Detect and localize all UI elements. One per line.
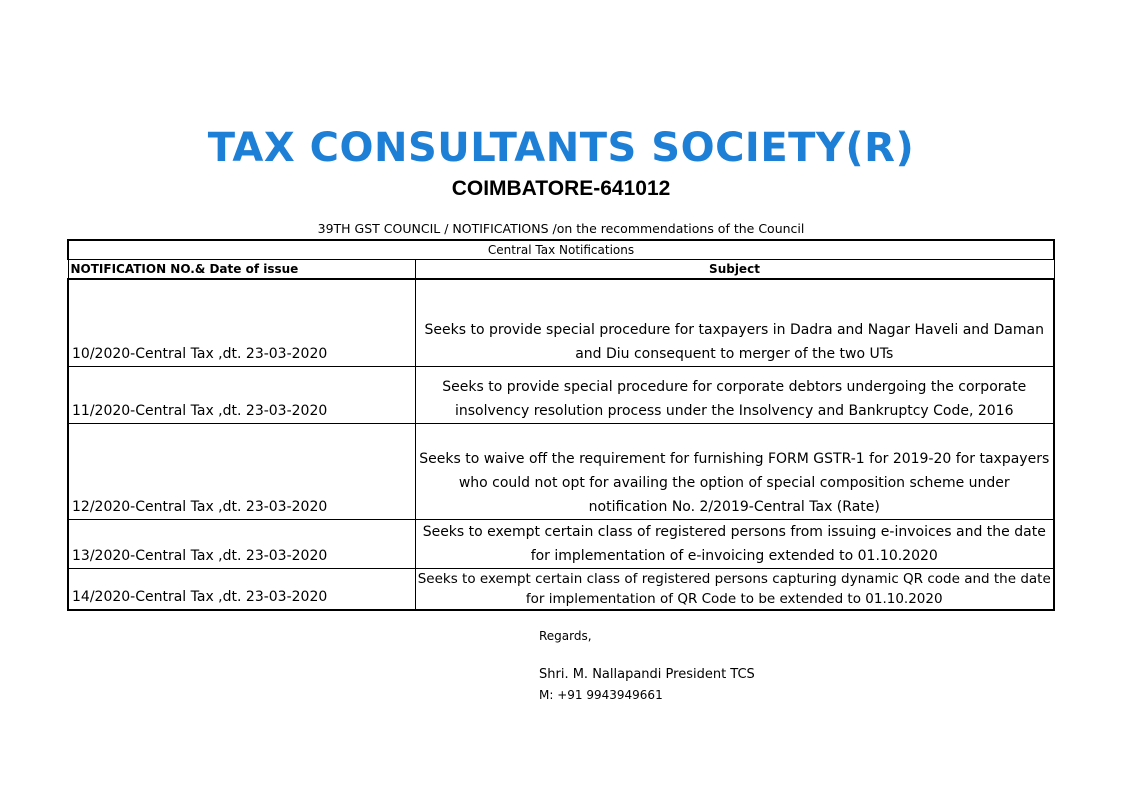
- notification-subject: Seeks to exempt certain class of registered persons capturing dynamic QR code and the date for implementation of QR Code to be extended to 01.10.2020: [415, 568, 1054, 610]
- notification-subject: Seeks to waive off the requirement for furnishing FORM GSTR-1 for 2019-20 for taxpayers who could not opt for availing the option of special composition scheme under notification No. 2/2019-Central Tax (Rate): [415, 423, 1054, 519]
- notification-subject: Seeks to provide special procedure for corporate debtors undergoing the corporate insolvency resolution process under the Insolvency and Bankruptcy Code, 2016: [415, 366, 1054, 423]
- notification-number: 14/2020-Central Tax ,dt. 23-03-2020: [68, 568, 415, 610]
- signer-name: Shri. M. Nallapandi President TCS: [539, 667, 755, 682]
- table-row: [68, 279, 1054, 366]
- column-header-subject: Subject: [415, 260, 1054, 280]
- notification-number: 10/2020-Central Tax ,dt. 23-03-2020: [68, 279, 415, 366]
- column-header-row: [68, 260, 1054, 280]
- section-header-row: [68, 240, 1054, 260]
- table-row: [68, 423, 1054, 519]
- notification-number: 12/2020-Central Tax ,dt. 23-03-2020: [68, 423, 415, 519]
- document-caption: 39TH GST COUNCIL / NOTIFICATIONS /on the recommendations of the Council: [317, 221, 805, 236]
- notification-subject: Seeks to provide special procedure for taxpayers in Dadra and Nagar Haveli and Daman and Diu consequent to merger of the two UTs: [415, 279, 1054, 366]
- signer-phone: M: +91 9943949661: [539, 688, 663, 702]
- column-header-notification: NOTIFICATION NO.& Date of issue: [68, 260, 415, 280]
- closing-regards: Regards,: [539, 629, 592, 643]
- notifications-table: [67, 239, 1055, 611]
- organization-location: COIMBATORE-641012: [451, 177, 671, 200]
- notification-subject: Seeks to exempt certain class of registered persons from issuing e-invoices and the date for implementation of e-invoicing extended to 01.10.2020: [415, 519, 1054, 568]
- organization-title: TAX CONSULTANTS SOCIETY(R): [207, 125, 915, 171]
- notification-number: 13/2020-Central Tax ,dt. 23-03-2020: [68, 519, 415, 568]
- table-row: [68, 366, 1054, 423]
- table-row: [68, 519, 1054, 568]
- section-title: Central Tax Notifications: [68, 240, 1054, 260]
- notification-number: 11/2020-Central Tax ,dt. 23-03-2020: [68, 366, 415, 423]
- table-row: [68, 568, 1054, 610]
